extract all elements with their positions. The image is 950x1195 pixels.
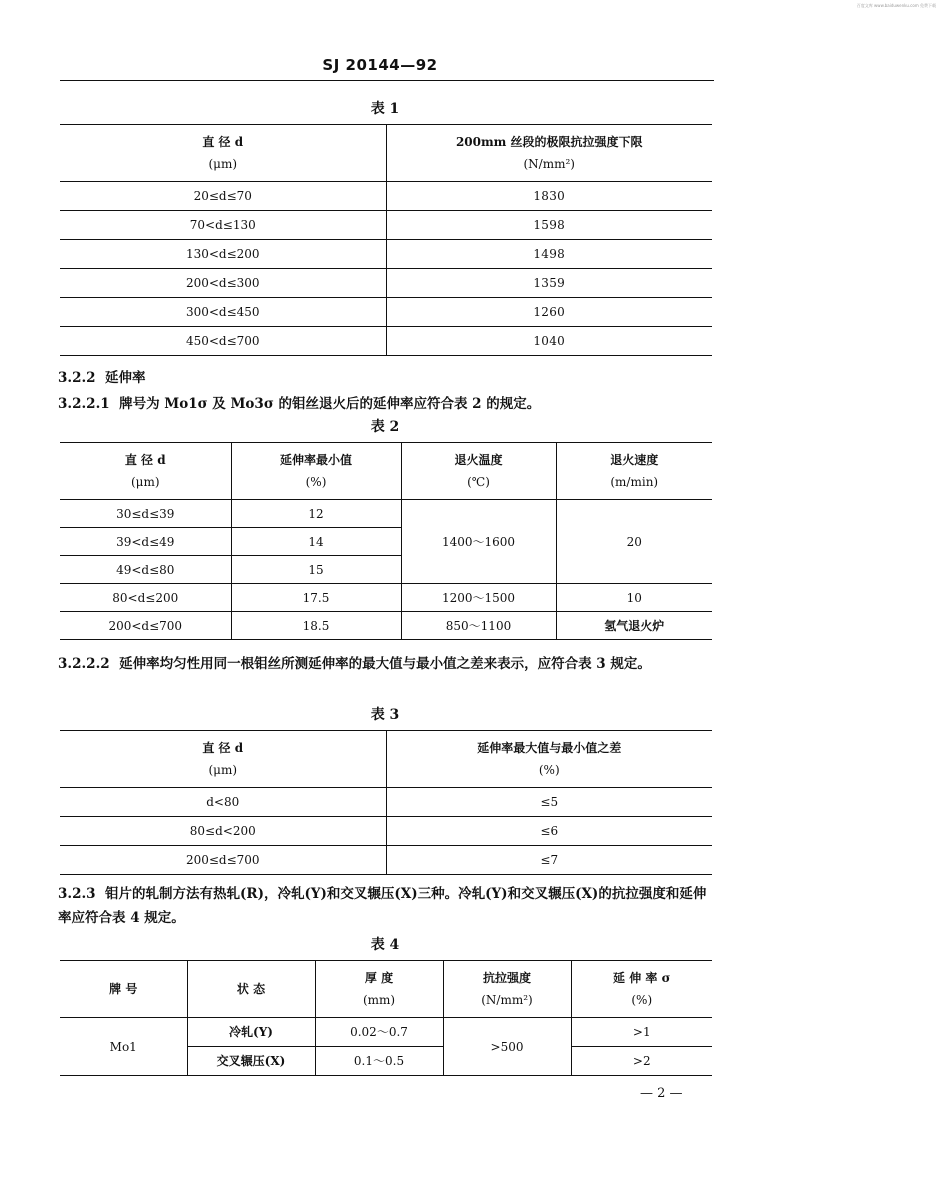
watermark-text: 百度文库 www.baiduwenku.com 免费下载 — [856, 3, 936, 8]
table-row: 39<d≤49 14 — [60, 528, 712, 556]
table3 — [60, 730, 712, 875]
table-row: 200<d≤700 18.5 850～1100 氢气退火炉 — [60, 612, 712, 640]
table4 — [60, 960, 712, 1076]
table2-header-speed: 退火速度 (m/min) — [556, 443, 712, 500]
table-row: Mo1 冷轧(Y) 0.02～0.7 >500 >1 — [60, 1018, 712, 1047]
table-row: 200≤d≤700 ≤7 — [60, 846, 712, 875]
header-rule — [60, 80, 714, 81]
table4-header-state: 状 态 — [187, 961, 315, 1018]
table2-caption: 表 2 — [370, 419, 400, 435]
table-row: 20≤d≤70 1830 — [60, 182, 712, 211]
section-3-2-2-2-text: 3.2.2.2 延伸率均匀性用同一根钼丝所测延伸率的最大值与最小值之差来表示，应符合表 3 规定。 — [58, 656, 651, 672]
table4-header-elongation: 延 伸 率 σ (%) — [571, 961, 712, 1018]
table3-header-difference: 延伸率最大值与最小值之差 (%) — [386, 731, 712, 788]
document-code: SJ 20144—92 — [322, 56, 438, 74]
table2-header-temperature: 退火温度 (℃) — [401, 443, 556, 500]
table1-header-strength: 200mm 丝段的极限抗拉强度下限 (N/mm²) — [386, 125, 712, 182]
table-row: 130<d≤200 1498 — [60, 240, 712, 269]
table3-caption: 表 3 — [370, 707, 400, 723]
table4-header-strength: 抗拉强度 (N/mm²) — [443, 961, 571, 1018]
table4-header-thickness: 厚 度 (mm) — [315, 961, 443, 1018]
table-row: 200<d≤300 1359 — [60, 269, 712, 298]
table2 — [60, 442, 712, 640]
table4-caption: 表 4 — [370, 937, 400, 953]
table-row: 49<d≤80 15 — [60, 556, 712, 584]
section-3-2-3-text: 3.2.3 钼片的轧制方法有热轧(R)，冷轧(Y)和交叉辗压(X)三种。冷轧(Y)和交叉辗压(X)的抗拉强度和延伸率应符合表 4 规定。 — [58, 886, 707, 926]
table1 — [60, 124, 712, 356]
table2-header-diameter: 直 径 d (μm) — [60, 443, 231, 500]
table-row: 30≤d≤39 12 1400～1600 20 — [60, 500, 712, 528]
table-row: 80≤d<200 ≤6 — [60, 817, 712, 846]
table-row: 80<d≤200 17.5 1200～1500 10 — [60, 584, 712, 612]
table1-header-diameter: 直 径 d (μm) — [60, 125, 386, 182]
table2-header-elongation: 延伸率最小值 (%) — [231, 443, 401, 500]
section-3-2-2-heading: 3.2.2 延伸率 — [58, 370, 146, 386]
table-row: 交叉辗压(X) 0.1～0.5 >2 — [60, 1047, 712, 1076]
table-row: 300<d≤450 1260 — [60, 298, 712, 327]
table-row: 450<d≤700 1040 — [60, 327, 712, 356]
table4-header-grade: 牌 号 — [60, 961, 187, 1018]
section-3-2-2-1-text: 3.2.2.1 牌号为 Mo1σ 及 Mo3σ 的钼丝退火后的延伸率应符合表 2 的规定。 — [58, 396, 541, 412]
table-row: 70<d≤130 1598 — [60, 211, 712, 240]
table-row: d<80 ≤5 — [60, 788, 712, 817]
page-number: — 2 — — [640, 1086, 683, 1101]
table3-header-diameter: 直 径 d (μm) — [60, 731, 386, 788]
table1-caption: 表 1 — [370, 101, 400, 117]
